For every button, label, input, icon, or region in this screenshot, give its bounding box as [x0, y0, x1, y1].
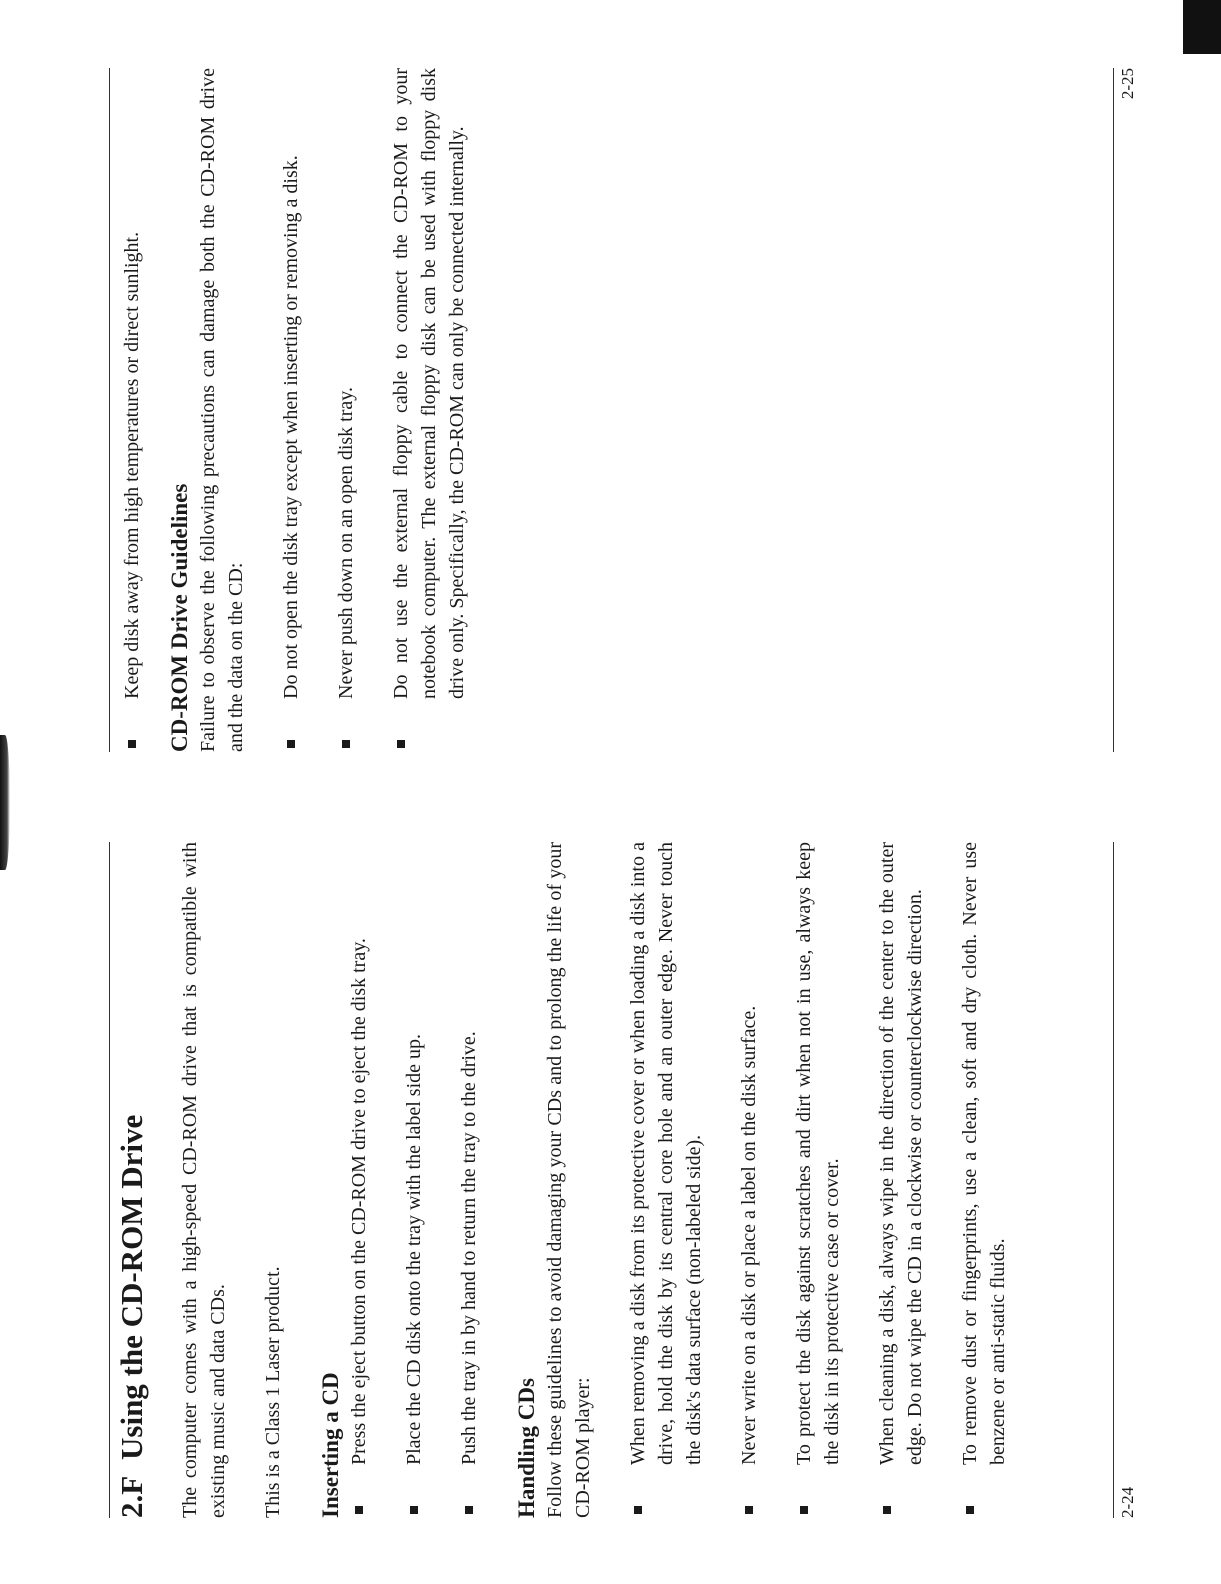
handling-intro: Follow these guidelines to avoid damaging your CDs and to prolong the life of your CD-ROM player: — [544, 842, 594, 1518]
guidelines-heading: CD-ROM Drive Guidelines — [167, 483, 192, 752]
top-rule — [109, 842, 110, 1518]
list-item: To protect the disk against scratches and dirt when not in use, always keep the disk in its protective case or cover. — [790, 842, 846, 1518]
bullet-square-icon — [287, 740, 295, 748]
guidelines-intro: Failure to observe the following precautions can damage both the CD-ROM drive and the data on the CD: — [197, 68, 247, 752]
list-item: Never write on a disk or place a label on the disk surface. — [735, 842, 763, 1518]
section-heading — [114, 842, 149, 1518]
section-title: Using the CD-ROM Drive — [114, 1114, 149, 1460]
left-page-content — [114, 842, 1039, 1518]
bullet-square-icon — [397, 740, 405, 748]
bullet-square-icon — [465, 1506, 473, 1514]
top-rule — [109, 68, 110, 752]
bullet-square-icon — [883, 1506, 891, 1514]
bullet-square-icon — [745, 1506, 753, 1514]
list-item: When cleaning a disk, always wipe in the direction of the center to the outer edge. Do not wipe the CD in a clockwise or counterclockwise direction. — [873, 842, 929, 1518]
page-number: 2-24 — [1118, 1486, 1137, 1518]
list-item: Never push down on an open disk tray. — [332, 68, 360, 752]
bullet-square-icon — [634, 1506, 642, 1514]
page-left — [0, 792, 1221, 1584]
list-item: Press the eject button on the CD-ROM drive to eject the disk tray. — [345, 842, 373, 1518]
list-item: Do not use the external floppy cable to connect the CD-ROM to your notebook computer. The external floppy disk can be used with floppy disk drive only. Specifically, the CD-ROM can only be connected internally. — [387, 68, 471, 752]
inserting-heading: Inserting a CD — [318, 1372, 343, 1518]
list-item: Push the tray in by hand to return the tray to the drive. — [455, 842, 483, 1518]
list-item: Place the CD disk onto the tray with the label side up. — [400, 842, 428, 1518]
bullet-square-icon — [410, 1506, 418, 1514]
bullet-square-icon — [800, 1506, 808, 1514]
list-item: To remove dust or fingerprints, use a clean, soft and dry cloth. Never use benzene or anti-static fluids. — [956, 842, 1012, 1518]
page-number: 2-25 — [1118, 68, 1137, 100]
bullet-square-icon — [966, 1506, 974, 1514]
handling-heading: Handling CDs — [514, 1378, 539, 1518]
bullet-square-icon — [128, 740, 136, 748]
right-page-content — [118, 68, 498, 752]
list-item: Keep disk away from high temperatures or direct sunlight. — [118, 68, 146, 752]
list-item: When removing a disk from its protective cover or when loading a disk into a drive, hold the disk by its central core hole and an outer edge. Never touch the disk's data surface (non-labeled side). — [624, 842, 708, 1518]
bottom-rule — [1113, 68, 1114, 752]
bullet-square-icon — [355, 1506, 363, 1514]
class-note: This is a Class 1 Laser product. — [262, 1266, 284, 1518]
list-item: Do not open the disk tray except when inserting or removing a disk. — [277, 68, 305, 752]
bottom-rule — [1113, 842, 1114, 1518]
intro-paragraph: The computer comes with a high-speed CD-ROM drive that is compatible with existing music and data CDs. — [179, 842, 229, 1518]
bullet-square-icon — [342, 740, 350, 748]
section-number: 2.F — [114, 1475, 149, 1518]
